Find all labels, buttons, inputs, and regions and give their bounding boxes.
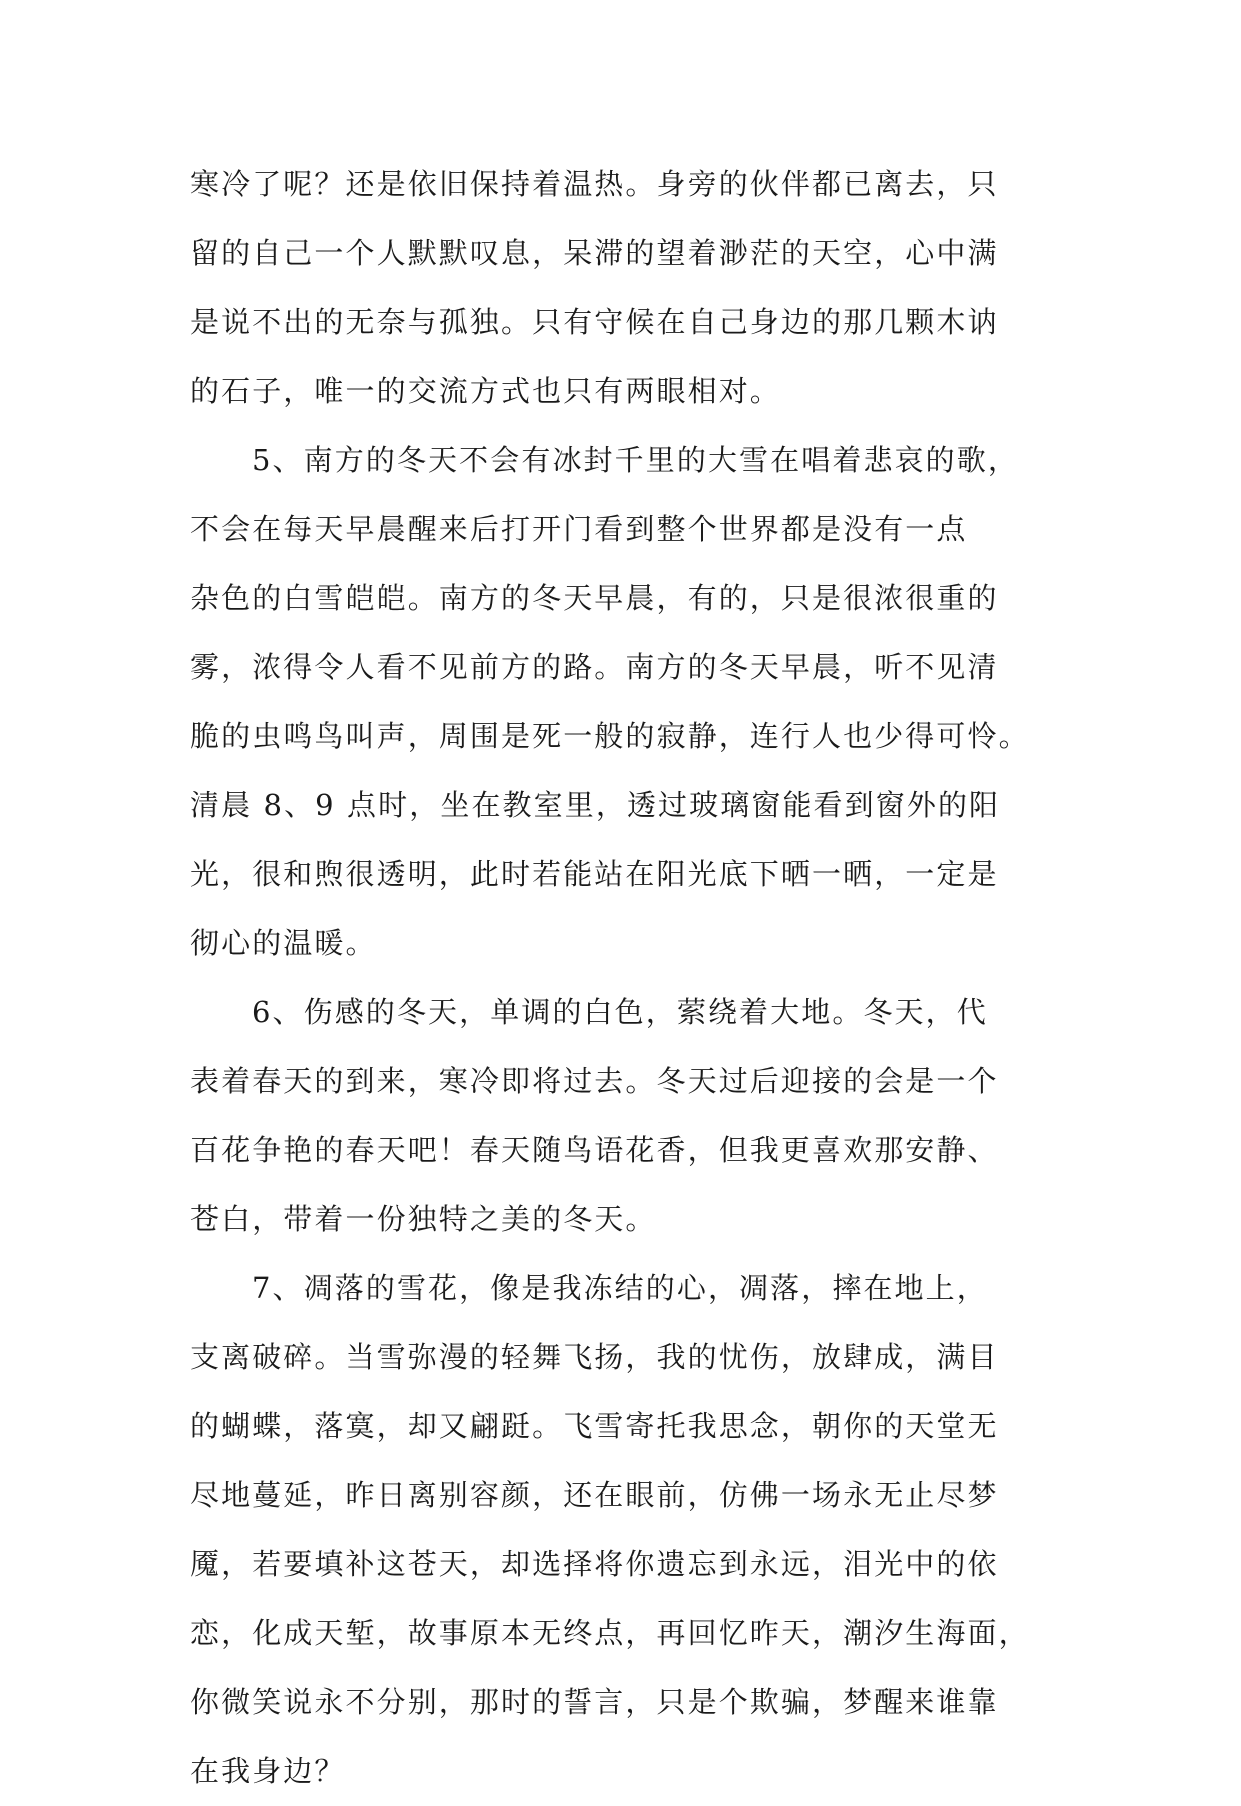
text-line: 清晨 8、9 点时，坐在教室里，透过玻璃窗能看到窗外的阳: [190, 788, 1001, 822]
text-line: 是说不出的无奈与孤独。只有守候在自己身边的那几颗木讷: [190, 305, 999, 339]
text-line: 彻心的温暖。: [190, 926, 377, 960]
text-line: 表着春天的到来，寒冷即将过去。冬天过后迎接的会是一个: [190, 1064, 999, 1098]
text-line: 5、南方的冬天不会有冰封千里的大雪在唱着悲哀的歌，: [252, 443, 1019, 477]
text-line: 杂色的白雪皑皑。南方的冬天早晨，有的，只是很浓很重的: [190, 581, 999, 615]
paragraph-4-continued: [190, 150, 1050, 426]
text-line: 不会在每天早晨醒来后打开门看到整个世界都是没有一点: [190, 512, 968, 546]
text-line: 百花争艳的春天吧！春天随鸟语花香，但我更喜欢那安静、: [190, 1133, 999, 1167]
text-line: 魇，若要填补这苍天，却选择将你遗忘到永远，泪光中的依: [190, 1547, 999, 1581]
text-line: 支离破碎。当雪弥漫的轻舞飞扬，我的忧伤，放肆成，满目: [190, 1340, 999, 1374]
text-line: 7、凋落的雪花，像是我冻结的心，凋落，摔在地上，: [252, 1271, 988, 1305]
text-line: 的蝴蝶，落寞，却又翩跹。飞雪寄托我思念，朝你的天堂无: [190, 1409, 999, 1443]
text-line: 寒冷了呢？还是依旧保持着温热。身旁的伙伴都已离去，只: [190, 167, 999, 201]
text-line: 的石子，唯一的交流方式也只有两眼相对。: [190, 374, 781, 408]
text-line: 恋，化成天堑，故事原本无终点，再回忆昨天，潮汐生海面，: [190, 1616, 1030, 1650]
document-body: [190, 150, 1050, 1806]
text-line: 光，很和煦很透明，此时若能站在阳光底下晒一晒，一定是: [190, 857, 999, 891]
text-line: 脆的虫鸣鸟叫声，周围是死一般的寂静，连行人也少得可怜。: [190, 719, 1030, 753]
text-line: 在我身边？: [190, 1754, 346, 1788]
text-line: 雾，浓得令人看不见前方的路。南方的冬天早晨，听不见清: [190, 650, 999, 684]
text-line: 苍白，带着一份独特之美的冬天。: [190, 1202, 657, 1236]
paragraph-5: [190, 426, 1050, 978]
text-line: 6、伤感的冬天，单调的白色，萦绕着大地。冬天，代: [252, 995, 988, 1029]
paragraph-6: [190, 978, 1050, 1254]
text-line: 尽地蔓延，昨日离别容颜，还在眼前，仿佛一场永无止尽梦: [190, 1478, 999, 1512]
text-line: 留的自己一个人默默叹息，呆滞的望着渺茫的天空，心中满: [190, 236, 999, 270]
text-line: 你微笑说永不分别，那时的誓言，只是个欺骗，梦醒来谁靠: [190, 1685, 999, 1719]
paragraph-7: [190, 1254, 1050, 1806]
